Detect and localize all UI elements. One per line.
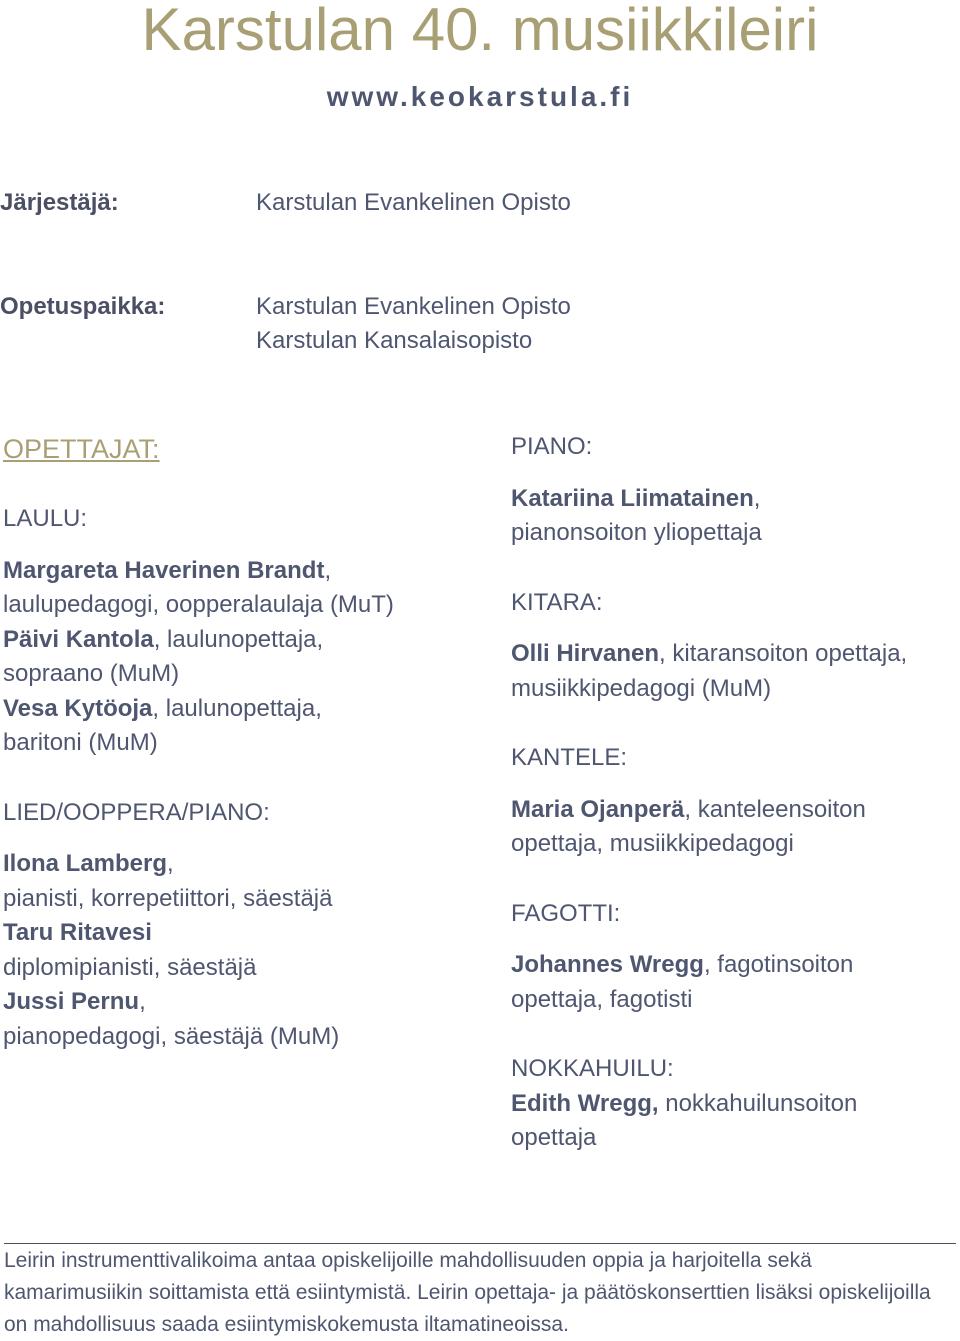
teacher-name: Edith Wregg — [511, 1089, 652, 1117]
footer-text: Leirin instrumenttivalikoima antaa opiskelijoille mahdollisuuden oppia ja harjoitella sekä kamarimusiikin soittamista että esiintymistä. Leirin opettaja- ja päätöskonserttien lisäksi opiskelijoilla on mahdollisuus saada esiintymiskokemusta iltamatineoissa. — [4, 1243, 956, 1341]
teachers-heading: OPETTAJAT: — [3, 434, 160, 464]
teacher-entry: Johannes Wregg, fagotinsoiton opettaja, fagotisti — [511, 951, 854, 1013]
section-kitara — [511, 586, 960, 707]
teacher-name: Maria Ojanperä — [511, 795, 685, 823]
section-laulu — [3, 502, 453, 761]
section-heading: NOKKAHUILU: — [511, 1055, 674, 1082]
teacher-title: opettaja, musiikkipedagogi — [511, 830, 794, 857]
teacher-entry: Maria Ojanperä, kanteleensoiton opettaja, musiikkipedagogi — [511, 795, 866, 857]
teacher-name: Margareta Haverinen Brandt — [3, 556, 325, 584]
section-heading: FAGOTTI: — [511, 899, 621, 927]
section-nokkahuilu — [511, 1052, 960, 1156]
page-title: Karstulan 40. musiikkileiri — [141, 0, 819, 63]
teacher-name: Taru Ritavesi — [3, 919, 152, 946]
teacher-name: Ilona Lamberg — [3, 850, 168, 877]
teacher-name: Katariina Liimatainen — [511, 484, 754, 512]
teacher-title: opettaja, fagotisti — [511, 985, 693, 1013]
section-heading: LIED/OOPPERA/PIANO: — [3, 798, 270, 826]
venue-values — [256, 290, 571, 358]
section-fagotti — [511, 897, 960, 1018]
teacher-entry: Katariina Liimatainen, pianonsoiton yliopettaja — [511, 484, 762, 546]
teacher-entry: Jussi Pernu, pianopedagogi, säestäjä (MuM) — [3, 988, 340, 1050]
teacher-title: laulupedagogi, oopperalaulaja (MuT) — [3, 591, 394, 618]
teacher-title: pianopedagogi, säestäjä (MuM) — [3, 1022, 340, 1050]
teacher-title: sopraano (MuM) — [3, 660, 180, 687]
teacher-name: Vesa Kytöoja — [3, 694, 153, 722]
venue-value-1: Karstulan Evankelinen Opisto — [256, 293, 571, 320]
website-url: www.keokarstula.fi — [326, 81, 634, 112]
teacher-entry — [3, 916, 453, 985]
section-heading: LAULU: — [3, 505, 88, 532]
section-kantele — [511, 741, 960, 862]
teacher-title: baritoni (MuM) — [3, 729, 158, 756]
teacher-entry: Vesa Kytöoja, laulunopettaja, baritoni (MuM) — [3, 694, 322, 756]
left-column — [3, 432, 453, 1054]
organizer-label: Järjestäjä: — [0, 189, 119, 216]
teacher-list — [3, 554, 453, 761]
teacher-entry: Päivi Kantola, laulunopettaja, sopraano (MuM) — [3, 625, 324, 687]
venue-value-2: Karstulan Kansalaisopisto — [256, 327, 533, 354]
teacher-name: Päivi Kantola — [3, 625, 154, 653]
teacher-title: opettaja — [511, 1124, 597, 1151]
organizer-value: Karstulan Evankelinen Opisto — [256, 189, 571, 216]
section-heading: KITARA: — [511, 588, 603, 616]
section-piano — [511, 430, 960, 551]
teacher-entry: Margareta Haverinen Brandt, laulupedagogi, oopperalaulaja (MuT) — [3, 556, 394, 618]
teacher-name: Olli Hirvanen — [511, 640, 660, 667]
section-lied — [3, 796, 453, 1055]
teacher-entry: Olli Hirvanen, kitaransoiton opettaja, musiikkipedagogi (MuM) — [511, 640, 908, 702]
teacher-title: pianisti, korrepetiittori, säestäjä — [3, 884, 333, 912]
teacher-entry: Ilona Lamberg, pianisti, korrepetiittori, säestäjä — [3, 850, 333, 912]
section-heading: KANTELE: — [511, 744, 628, 771]
section-heading: PIANO: — [511, 433, 593, 460]
venue-label: Opetuspaikka: — [0, 293, 166, 320]
right-column — [511, 430, 960, 1156]
teacher-entry: Edith Wregg, nokkahuilunsoiton opettaja — [511, 1089, 858, 1151]
teacher-title: musiikkipedagogi (MuM) — [511, 674, 772, 702]
teacher-title: pianonsoiton yliopettaja — [511, 519, 762, 546]
teacher-name: Jussi Pernu — [3, 988, 140, 1015]
teacher-name: Johannes Wregg — [511, 951, 704, 978]
teacher-list — [3, 847, 453, 1054]
teacher-title: diplomipianisti, säestäjä — [3, 953, 257, 981]
